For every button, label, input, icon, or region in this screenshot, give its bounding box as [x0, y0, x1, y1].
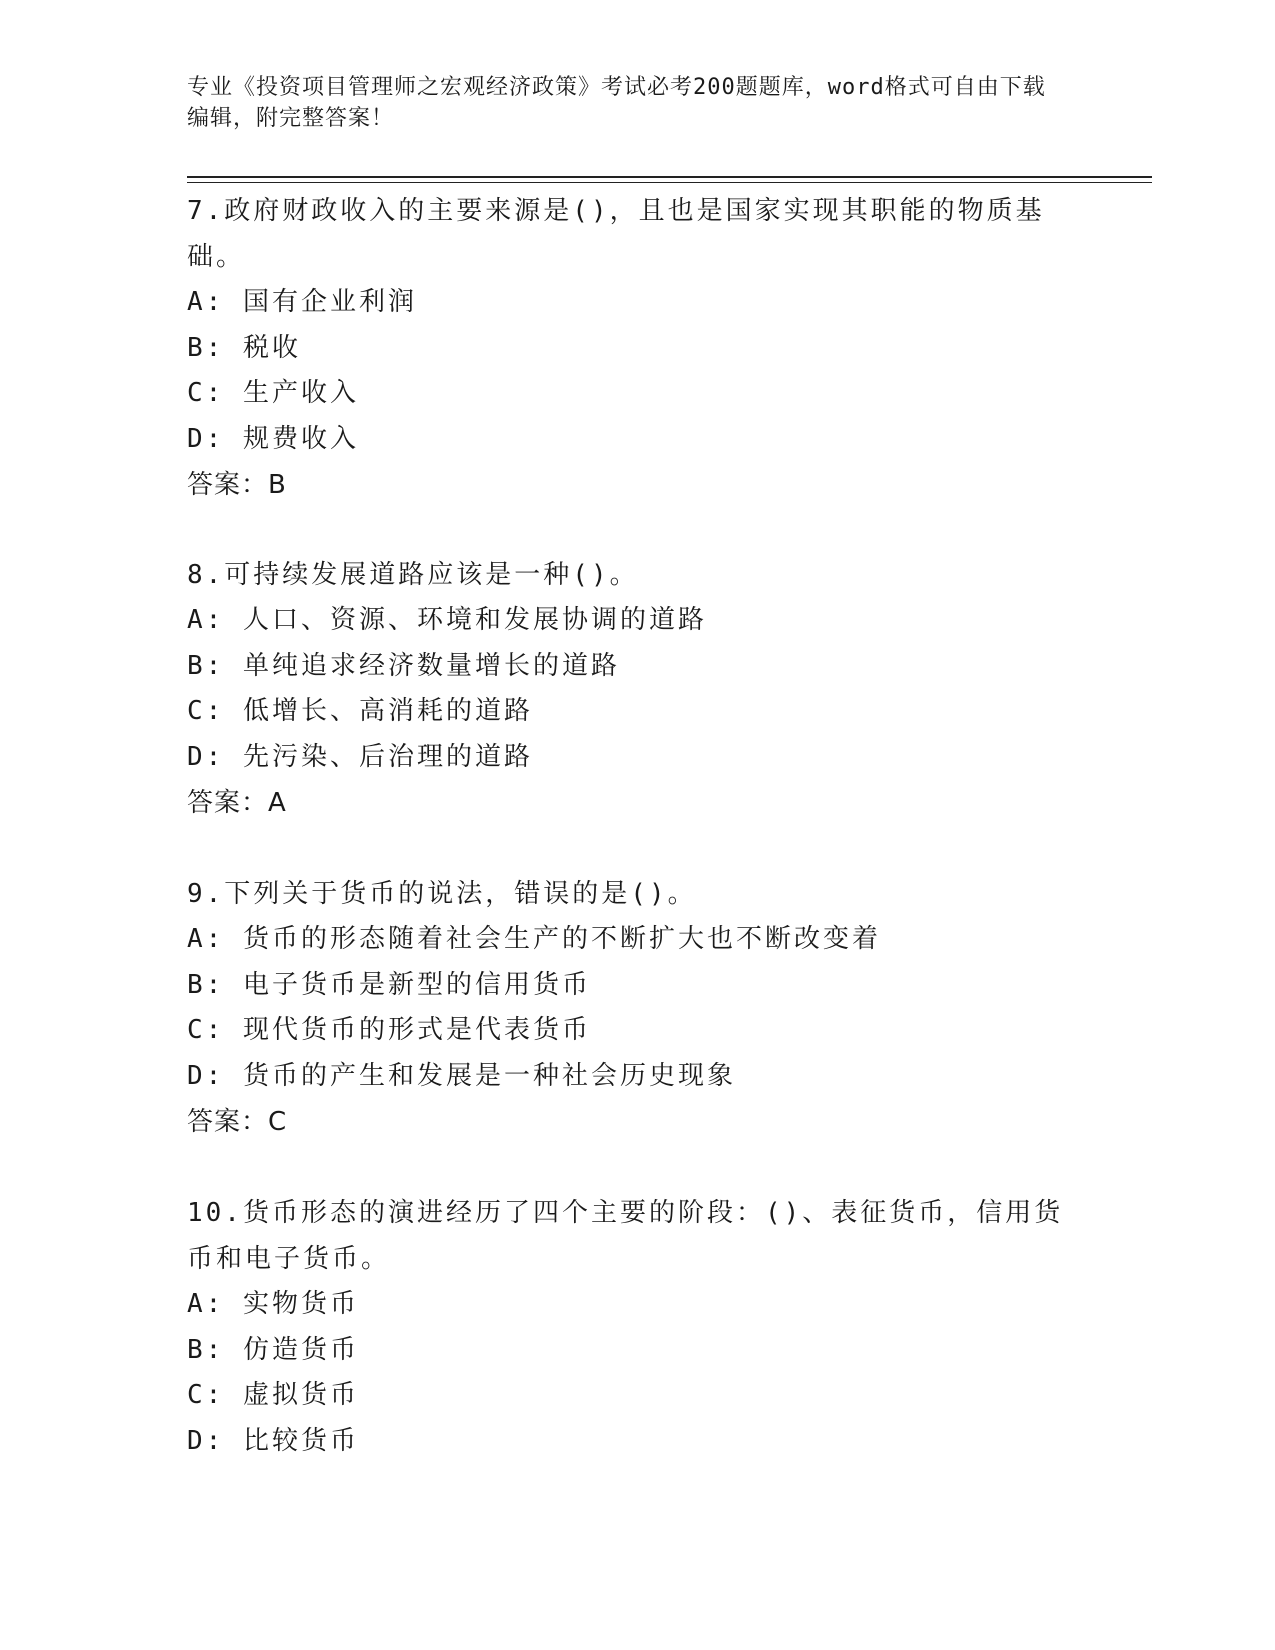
option-label: D: — [187, 741, 225, 772]
option-text: 规费收入 — [242, 423, 359, 454]
option-b — [187, 326, 1087, 372]
question-9 — [187, 871, 1087, 1145]
option-a — [187, 917, 1087, 963]
option-text: 虚拟货币 — [242, 1380, 359, 1410]
option-d — [187, 735, 1087, 781]
answer: 答案：B — [187, 470, 287, 500]
document-header: 专业《投资项目管理师之宏观经济政策》考试必考200题题库，word格式可自由下载编辑，附完整答案！ — [187, 75, 1046, 131]
option-c — [187, 689, 1087, 735]
question-8 — [187, 552, 1087, 826]
header-rule-bottom — [187, 182, 1152, 183]
option-d — [187, 1419, 1087, 1465]
option-d — [187, 1054, 1087, 1100]
question-stem: 8.可持续发展道路应该是一种()。 — [187, 560, 639, 590]
option-b — [187, 1328, 1087, 1374]
option-text: 低增长、高消耗的道路 — [242, 696, 533, 726]
option-label: C: — [187, 378, 225, 408]
option-text: 单纯追求经济数量增长的道路 — [242, 650, 620, 681]
option-label: C: — [187, 696, 225, 726]
option-b — [187, 644, 1087, 690]
option-label: D: — [187, 1060, 225, 1091]
option-label: B: — [187, 969, 225, 1000]
header-rule-top — [187, 176, 1152, 178]
option-text: 仿造货币 — [242, 1334, 359, 1365]
question-stem: 7.政府财政收入的主要来源是()，且也是国家实现其职能的物质基础。 — [187, 196, 1045, 272]
option-label: A: — [187, 1289, 225, 1319]
option-b — [187, 963, 1087, 1009]
option-text: 现代货币的形式是代表货币 — [242, 1015, 591, 1045]
option-a — [187, 1282, 1087, 1328]
option-a — [187, 280, 1087, 326]
option-text: 比较货币 — [242, 1425, 359, 1456]
option-label: A: — [187, 605, 225, 635]
option-label: D: — [187, 1425, 225, 1456]
question-10 — [187, 1190, 1087, 1464]
option-label: A: — [187, 924, 225, 954]
option-label: B: — [187, 1334, 225, 1365]
option-a — [187, 598, 1087, 644]
option-text: 货币的形态随着社会生产的不断扩大也不断改变着 — [242, 924, 881, 954]
option-c — [187, 1008, 1087, 1054]
option-d — [187, 417, 1087, 463]
question-stem: 10.货币形态的演进经历了四个主要的阶段：()、表征货币，信用货币和电子货币。 — [187, 1198, 1064, 1274]
option-label: A: — [187, 287, 225, 317]
answer: 答案：A — [187, 788, 287, 818]
option-label: B: — [187, 332, 225, 363]
option-text: 货币的产生和发展是一种社会历史现象 — [242, 1060, 736, 1091]
option-text: 生产收入 — [242, 378, 359, 408]
option-label: B: — [187, 650, 225, 681]
question-7 — [187, 188, 1087, 508]
option-c — [187, 1373, 1087, 1419]
option-text: 实物货币 — [242, 1289, 359, 1319]
option-label: D: — [187, 423, 225, 454]
option-label: C: — [187, 1380, 225, 1410]
option-text: 电子货币是新型的信用货币 — [242, 969, 591, 1000]
option-text: 人口、资源、环境和发展协调的道路 — [242, 605, 707, 635]
option-text: 国有企业利润 — [242, 287, 417, 317]
answer: 答案：C — [187, 1107, 288, 1137]
option-text: 先污染、后治理的道路 — [242, 741, 533, 772]
option-c — [187, 371, 1087, 417]
option-label: C: — [187, 1015, 225, 1045]
question-stem: 9.下列关于货币的说法，错误的是()。 — [187, 879, 697, 909]
option-text: 税收 — [242, 332, 301, 363]
